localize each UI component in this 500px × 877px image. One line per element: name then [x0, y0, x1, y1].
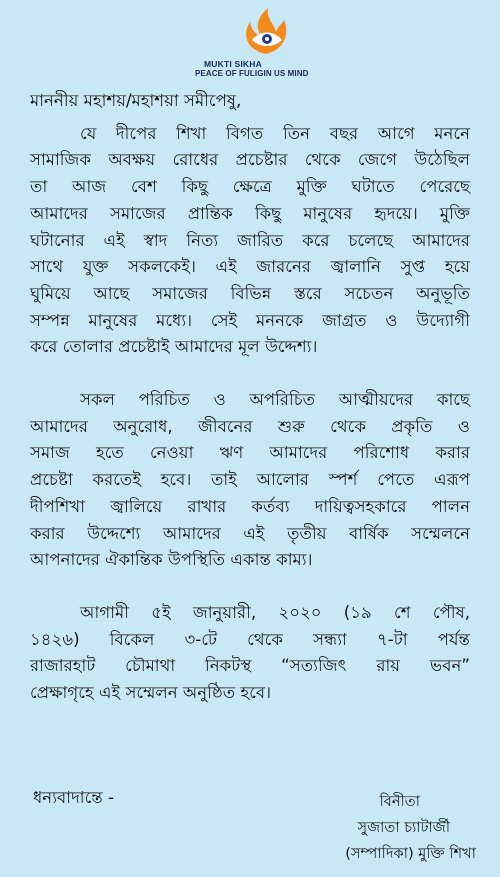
logo-tagline: PEACE OF FULIGIN US MIND [195, 69, 309, 78]
logo-name: MUKTI SIKHA [204, 59, 262, 69]
para3-line: রাজারহাট চৌমাথা নিকটস্থ “সত্যজিৎ রায় ভবন” [30, 656, 470, 676]
paragraph-request [30, 387, 470, 574]
para1-line: সাথে যুক্ত সকলকেই। এই জারনের জ্বালানি সুপ্ত হয়ে [30, 257, 470, 277]
para2-line: করার উদ্দেশ্যে আমাদের এই তৃতীয় বার্ষিক সম্মেলনে [30, 523, 470, 543]
para2-line: আমাদের অনুরোধ, জীবনের শুরু থেকে প্রকৃতি ও [30, 416, 470, 436]
para3-line: প্রেক্ষাগৃহে এই সম্মেলন অনুষ্ঠিত হবে। [30, 683, 272, 703]
flame-eye-icon [236, 6, 296, 58]
para1-line: যে দীপের শিখা বিগত তিন বছর আগে মননে [80, 123, 470, 143]
para2-line: দীপশিখা জ্বালিয়ে রাখার কর্তব্য দায়িত্বসহকারে পালন [30, 496, 470, 516]
letter-body [30, 88, 470, 707]
para1-line: সামাজিক অবক্ষয় রোধের প্রচেষ্টার থেকে জেগে উঠেছিল [30, 150, 470, 170]
para3-line: আগামী ৫ই জানুয়ারী, ২০২০ (১৯ শে পৌষ, [80, 602, 470, 622]
paragraph-mission [30, 121, 470, 361]
salutation: মাননীয় মহাশয়/মহাশয়া সমীপেষু, [30, 91, 242, 110]
signature-block [286, 789, 476, 867]
para2-line: সমাজ হতে নেওয়া ঋণ আমাদের পরিশোধ করার [30, 443, 470, 463]
mukti-sikha-logo [168, 6, 368, 80]
closing: ধন্যবাদান্তে - [33, 788, 114, 807]
para1-line: করে তোলার প্রচেষ্টাই আমাদের মূল উদ্দেশ্য। [30, 337, 318, 357]
para1-line: আমাদের সমাজের প্রান্তিক কিছু মানুষের হৃদয়ে। মুক্তি [30, 203, 470, 223]
para1-line: সম্পন্ন মানুষের মধ্যে। সেই মননকে জাগ্রত ও উদ্যোগী [30, 310, 470, 330]
para2-line: আপনাদের ঐকান্তিক উপস্থিতি একান্ত কাম্য। [30, 550, 313, 570]
signature-name: সুজাতা চ্যাটার্জী [357, 819, 450, 836]
para1-line: তা আজ বেশ কিছু ক্ষেত্রে মুক্তি ঘটাতে পেরেছে [30, 177, 470, 197]
paragraph-event-details [30, 600, 470, 707]
para3-line: ১৪২৬) বিকেল ৩-টে থেকে সন্ধ্যা ৭-টা পর্যন্ত [30, 629, 470, 649]
para2-line: প্রচেষ্টা করতেই হবে। তাই আলোর স্পর্শ পেতে এরূপ [30, 470, 470, 490]
para2-line: সকল পরিচিত ও অপরিচিত আত্মীয়দের কাছে [80, 390, 470, 410]
para1-line: ঘুমিয়ে আছে সমাজের বিভিন্ন স্তরে সচেতন অনুভূতি [30, 283, 470, 303]
para1-line: ঘটানোর এই স্বাদ নিত্য জারিত করে চলেছে আমাদের [30, 230, 470, 250]
signature-greeting: বিনীতা [379, 793, 420, 810]
signature-title: (সম্পাদিকা) মুক্তি শিখা [345, 845, 476, 862]
